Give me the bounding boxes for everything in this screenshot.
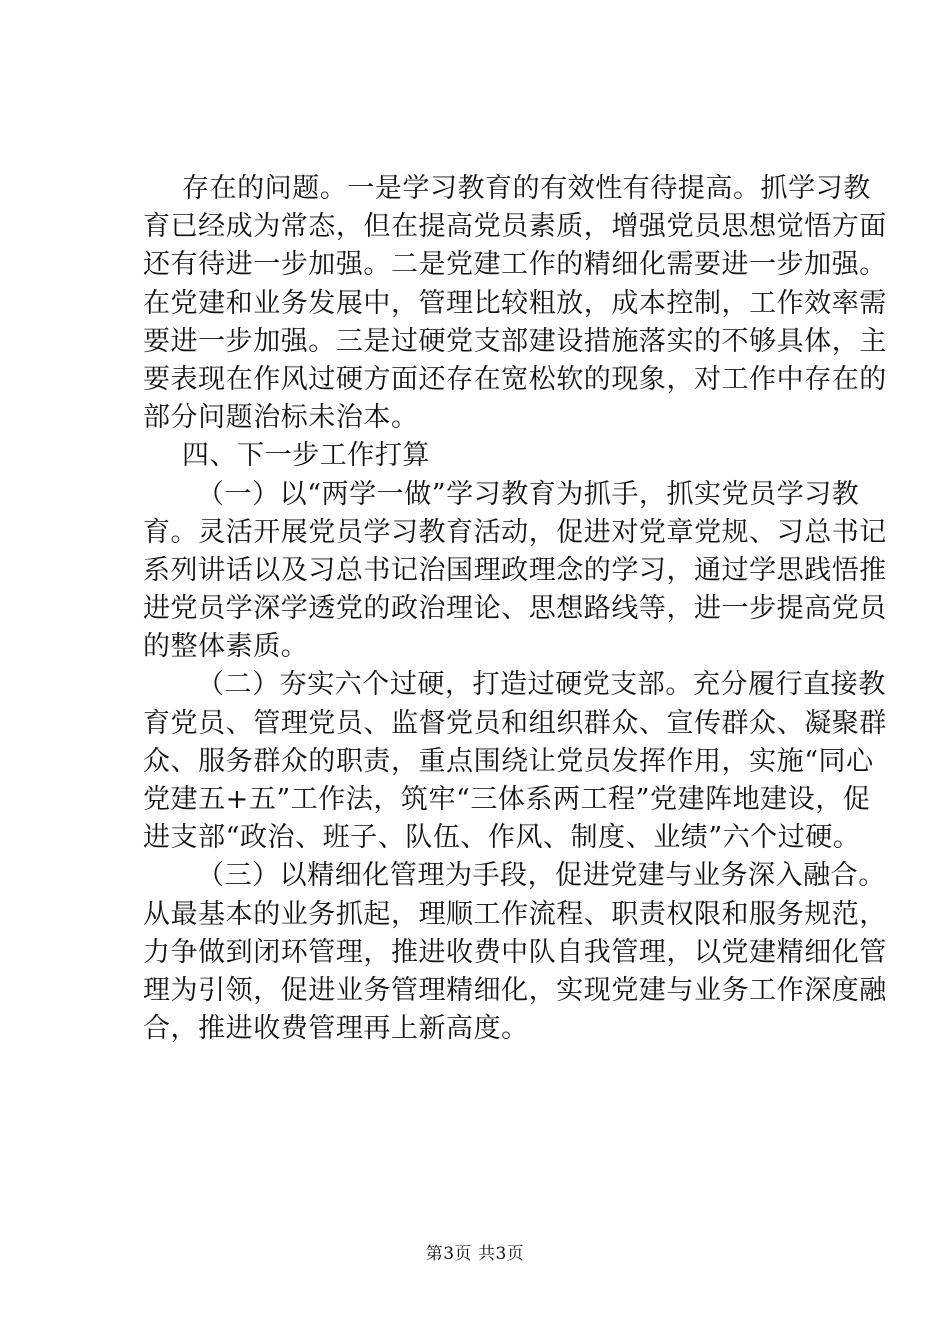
paragraph-line: 进党员学深学透党的政治理论、思想路线等，进一步提高党员: [143, 593, 887, 625]
paragraph-line: 党建五+五”工作法，筑牢“三体系两工程”党建阵地建设，促: [143, 784, 871, 815]
paragraph-line: 的整体素质。: [143, 631, 309, 663]
paragraph-line: 育。灵活开展党员学习教育活动，促进对党章党规、习总书记: [143, 516, 887, 548]
paragraph-line: 进支部“政治、班子、队伍、作风、制度、业绩”六个过硬。: [143, 822, 861, 854]
paragraph-line: 力争做到闭环管理，推进收费中队自我管理，以党建精细化管: [143, 936, 887, 968]
paragraph-line: （三）以精细化管理为手段，促进党建与业务深入融合。: [197, 860, 886, 892]
paragraph-line: 部分问题治标未治本。: [143, 402, 419, 434]
paragraph-line: （一）以“两学一做”学习教育为抓手，抓实党员学习教: [197, 478, 860, 510]
paragraph-line: 存在的问题。一是学习教育的有效性有待提高。抓学习教: [182, 173, 871, 204]
paragraph-line: 从最基本的业务抓起，理顺工作流程、职责权限和服务规范，: [143, 898, 887, 930]
paragraph-line: 在党建和业务发展中，管理比较粗放，成本控制，工作效率需: [143, 287, 887, 319]
document-body: [143, 170, 887, 1048]
paragraph-line: 众、服务群众的职责，重点围绕让党员发挥作用，实施“同心: [143, 745, 874, 777]
paragraph-line: 合，推进收费管理再上新高度。: [143, 1013, 529, 1045]
section-heading: 四、下一步工作打算: [182, 440, 430, 472]
paragraph-line: 要进一步加强。三是过硬党支部建设措施落实的不够具体，主: [143, 325, 887, 357]
paragraph-line: 要表现在作风过硬方面还存在宽松软的现象，对工作中存在的: [143, 363, 887, 395]
paragraph-line: 育党员、管理党员、监督党员和组织群众、宣传群众、凝聚群: [143, 707, 887, 739]
paragraph-line: 还有待进一步加强。二是党建工作的精细化需要进一步加强。: [143, 249, 887, 281]
page-number-footer: 第3页 共3页: [425, 1244, 525, 1264]
paragraph-line: （二）夯实六个过硬，打造过硬党支部。充分履行直接教: [197, 669, 886, 701]
paragraph-line: 理为引领，促进业务管理精细化，实现党建与业务工作深度融: [143, 974, 887, 1006]
paragraph-line: 育已经成为常态，但在提高党员素质，增强党员思想觉悟方面: [143, 211, 887, 243]
paragraph-line: 系列讲话以及习总书记治国理政理念的学习，通过学思践悟推: [143, 554, 887, 586]
